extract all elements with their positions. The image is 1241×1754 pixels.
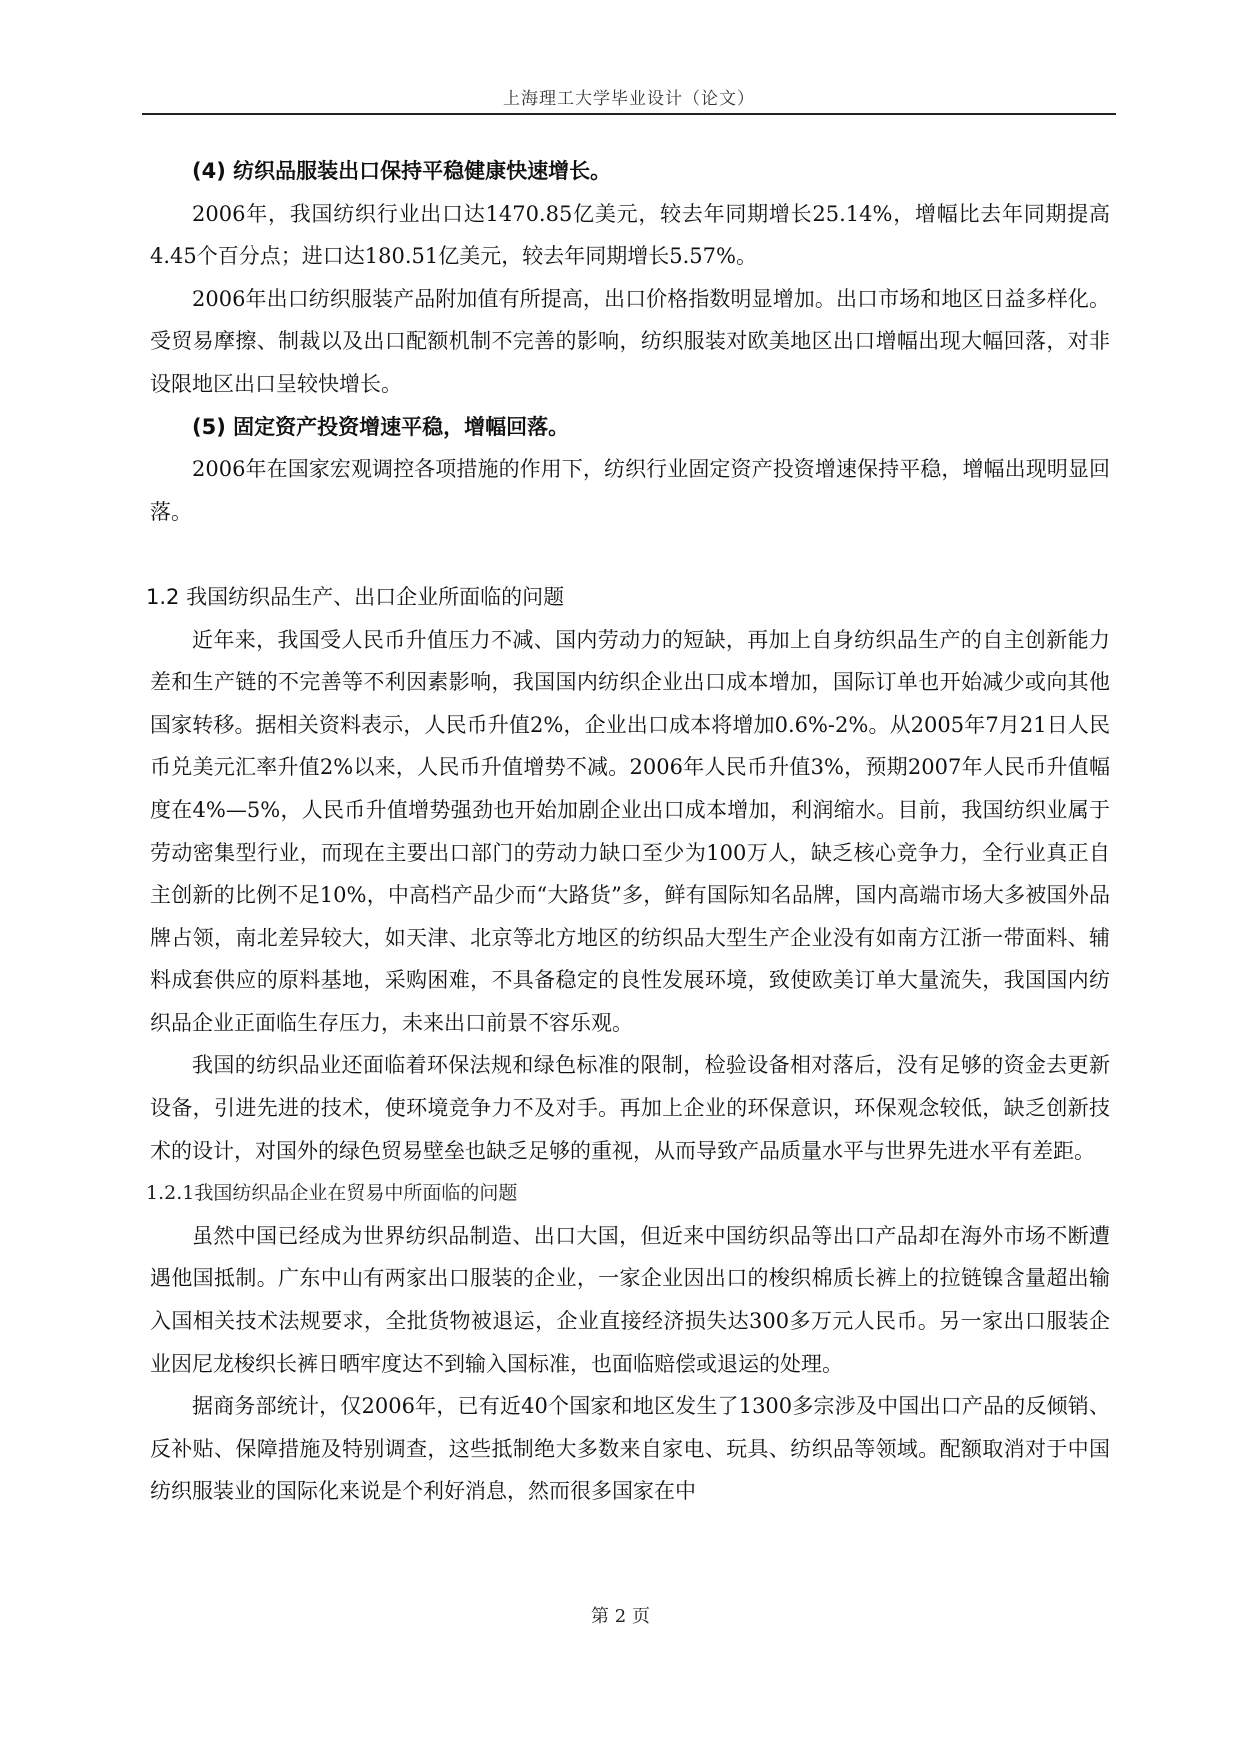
item-5-paragraph-1: 2006年在国家宏观调控各项措施的作用下，纺织行业固定资产投资增速保持平稳，增幅出现明显回落。 xyxy=(150,457,1110,524)
item-4-heading: (4) 纺织品服装出口保持平稳健康快速增长。 xyxy=(192,159,612,183)
section-1-2-heading: 1.2 我国纺织品生产、出口企业所面临的问题 xyxy=(146,584,565,609)
section-1-2-1-heading: 1.2.1我国纺织品企业在贸易中所面临的问题 xyxy=(146,1182,518,1205)
page-header: 上海理工大学毕业设计（论文） xyxy=(503,89,755,109)
item-4-paragraph-1: 2006年，我国纺织行业出口达1470.85亿美元，较去年同期增长25.14%，增幅比去年同期提高4.45个百分点；进口达180.51亿美元，较去年同期增长5.57%。 xyxy=(150,201,1110,269)
header-divider xyxy=(142,113,1116,115)
item-5-heading: (5) 固定资产投资增速平稳，增幅回落。 xyxy=(192,414,570,439)
section-1-2-paragraph-2: 我国的纺织品业还面临着环保法规和绿色标准的限制，检验设备相对落后，没有足够的资金去更新设备，引进先进的技术，使环境竞争力不及对手。再加上企业的环保意识，环保观念较低，缺乏创新技术的设计，对国外的绿色贸易壁垒也缺乏足够的重视，从而导致产品质量水平与世界先进水平有差距。 xyxy=(150,1053,1110,1163)
document-body xyxy=(146,150,1110,1513)
page-number: 第 2 页 xyxy=(591,1606,650,1627)
section-1-2-paragraph-1: 近年来，我国受人民币升值压力不减、国内劳动力的短缺，再加上自身纺织品生产的自主创新能力差和生产链的不完善等不利因素影响，我国国内纺织企业出口成本增加，国际订单也开始减少或向其他国家转移。据相关资料表示，人民币升值2%，企业出口成本将增加0.6%-2%。从2005年7月21日人民币兑美元汇率升值2%以来，人民币升值增势不减。2006年人民币升值3%，预期2007年人民币升值幅度在4%—5%，人民币升值增势强劲也开始加剧企业出口成本增加，利润缩水。目前，我国纺织业属于劳动密集型行业，而现在主要出口部门的劳动力缺口至少为100万人，缺乏核心竞争力，全行业真正自主创新的比例不足10%，中高档产品少而“大路货”多，鲜有国际知名品牌，国内高端市场大多被国外品牌占领，南北差异较大，如天津、北京等北方地区的纺织品大型生产企业没有如南方江浙一带面料、辅料成套供应的原料基地，采购困难，不具备稳定的良性发展环境，致使欧美订单大量流失，我国国内纺织品企业正面临生存压力，未来出口前景不容乐观。 xyxy=(150,627,1110,1035)
section-1-2-1-paragraph-2: 据商务部统计，仅2006年，已有近40个国家和地区发生了1300多宗涉及中国出口产品的反倾销、反补贴、保障措施及特别调查，这些抵制绝大多数来自家电、玩具、纺织品等领域。配额取消对于中国纺织服装业的国际化来说是个利好消息，然而很多国家在中 xyxy=(150,1394,1110,1504)
blank-line xyxy=(150,533,1110,576)
item-4-paragraph-2: 2006年出口纺织服装产品附加值有所提高，出口价格指数明显增加。出口市场和地区日益多样化。受贸易摩擦、制裁以及出口配额机制不完善的影响，纺织服装对欧美地区出口增幅出现大幅回落，对非设限地区出口呈较快增长。 xyxy=(150,286,1110,396)
section-1-2-1-paragraph-1: 虽然中国已经成为世界纺织品制造、出口大国，但近来中国纺织品等出口产品却在海外市场不断遭遇他国抵制。广东中山有两家出口服装的企业，一家企业因出口的梭织棉质长裤上的拉链镍含量超出输入国相关技术法规要求，全批货物被退运，企业直接经济损失达300多万元人民币。另一家出口服装企业因尼龙梭织长裤日晒牢度达不到输入国标准，也面临赔偿或退运的处理。 xyxy=(150,1223,1110,1376)
